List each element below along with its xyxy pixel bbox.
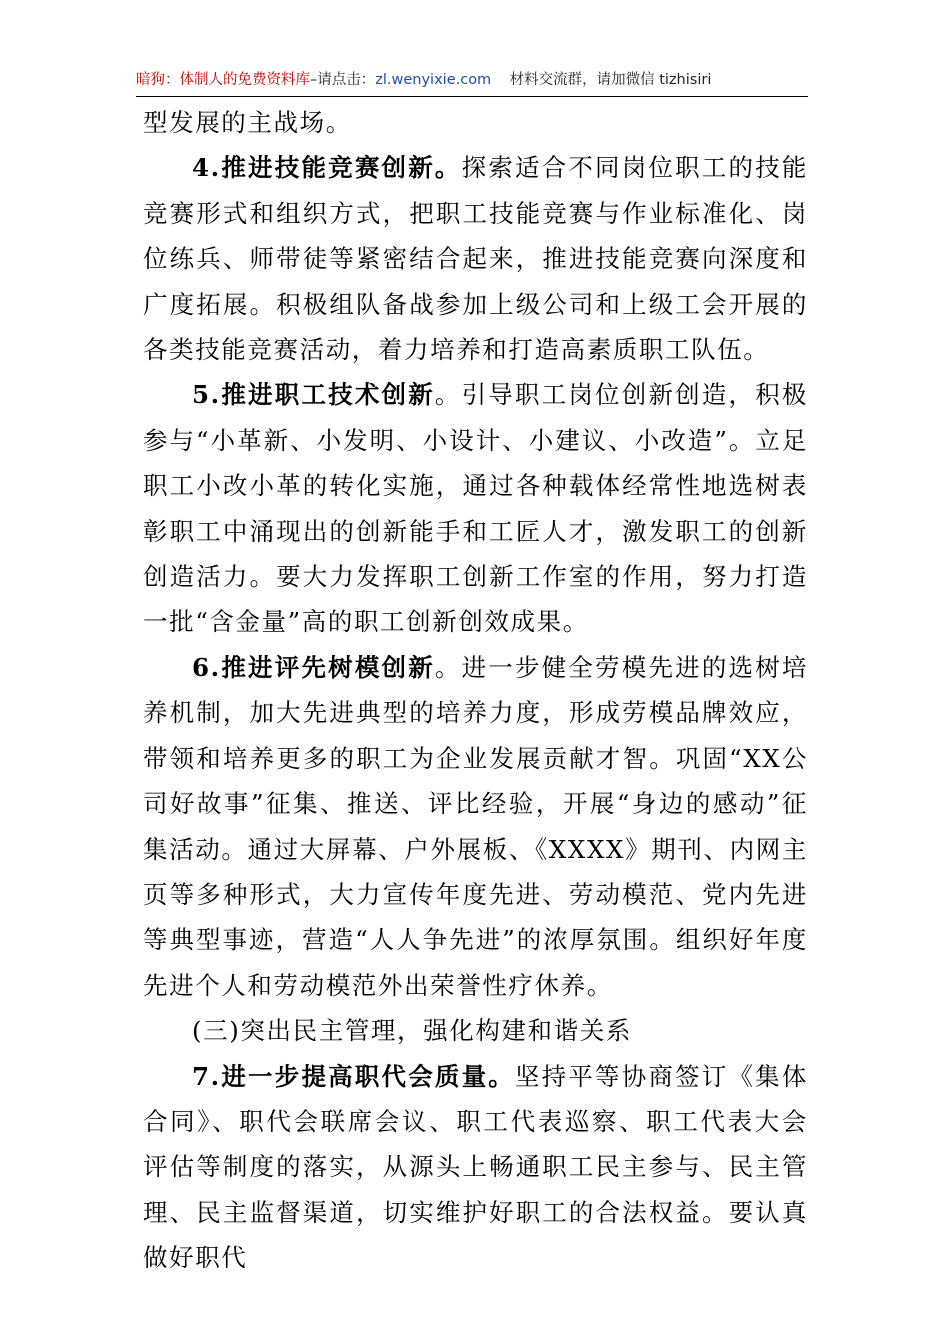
header-click-prompt: –请点击：	[310, 72, 376, 88]
section-heading-text: (三)突出民主管理，强化构建和谐关系	[192, 1016, 632, 1046]
section-heading-3	[143, 1008, 808, 1053]
page-header	[136, 66, 808, 94]
paragraph-continuation	[143, 100, 808, 145]
paragraph-heading: 5.推进职工技术创新	[192, 380, 435, 410]
header-divider	[136, 96, 808, 97]
paragraph-heading: 7.进一步提高职代会质量。	[192, 1061, 515, 1091]
header-site-link[interactable]: zl.wenyixie.com	[375, 72, 492, 88]
header-wechat-note: 材料交流群，请加微信 tizhisiri	[509, 72, 712, 88]
paragraph-item-5	[143, 372, 808, 644]
paragraph-item-6	[143, 645, 808, 1008]
document-body	[143, 100, 808, 1281]
paragraph-item-7	[143, 1054, 808, 1281]
paragraph-text: 坚持平等协商签订《集体合同》、职代会联席会议、职工代表巡察、职工代表大会评估等制度的落实，从源头上畅通职工民主参与、民主管理、民主监督渠道，切实维护好职工的合法权益。要认真做好职代	[143, 1061, 808, 1273]
header-site-name: 暗狗：体制人的免费资料库	[136, 72, 310, 88]
paragraph-text: 型发展的主战场。	[143, 108, 352, 137]
paragraph-text: 。引导职工岗位创新创造，积极参与“小革新、小发明、小设计、小建议、小改造”。立足职工小改小革的转化实施，通过各种载体经常性地选树表彰职工中涌现出的创新能手和工匠人才，激发职工的创新创造活力。要大力发挥职工创新工作室的作用，努力打造一批“含金量”高的职工创新创效成果。	[143, 380, 808, 637]
paragraph-text: 探索适合不同岗位职工的技能竞赛形式和组织方式，把职工技能竞赛与作业标准化、岗位练兵、师带徒等紧密结合起来，推进技能竞赛向深度和广度拓展。积极组队备战参加上级公司和上级工会开展的各类技能竞赛活动，着力培养和打造高素质职工队伍。	[143, 153, 808, 365]
paragraph-heading: 6.推进评先树模创新	[192, 652, 435, 682]
paragraph-heading: 4.推进技能竞赛创新。	[192, 153, 462, 183]
paragraph-text: 。进一步健全劳模先进的选树培养机制，加大先进典型的培养力度，形成劳模品牌效应，带领和培养更多的职工为企业发展贡献才智。巩固“XX公司好故事”征集、推送、评比经验，开展“身边的感动”征集活动。通过大屏幕、户外展板、《XXXX》期刊、内网主页等多种形式，大力宣传年度先进、劳动模范、党内先进等典型事迹，营造“人人争先进”的浓厚氛围。组织好年度先进个人和劳动模范外出荣誉性疗休养。	[143, 652, 808, 1000]
paragraph-item-4	[143, 145, 808, 372]
